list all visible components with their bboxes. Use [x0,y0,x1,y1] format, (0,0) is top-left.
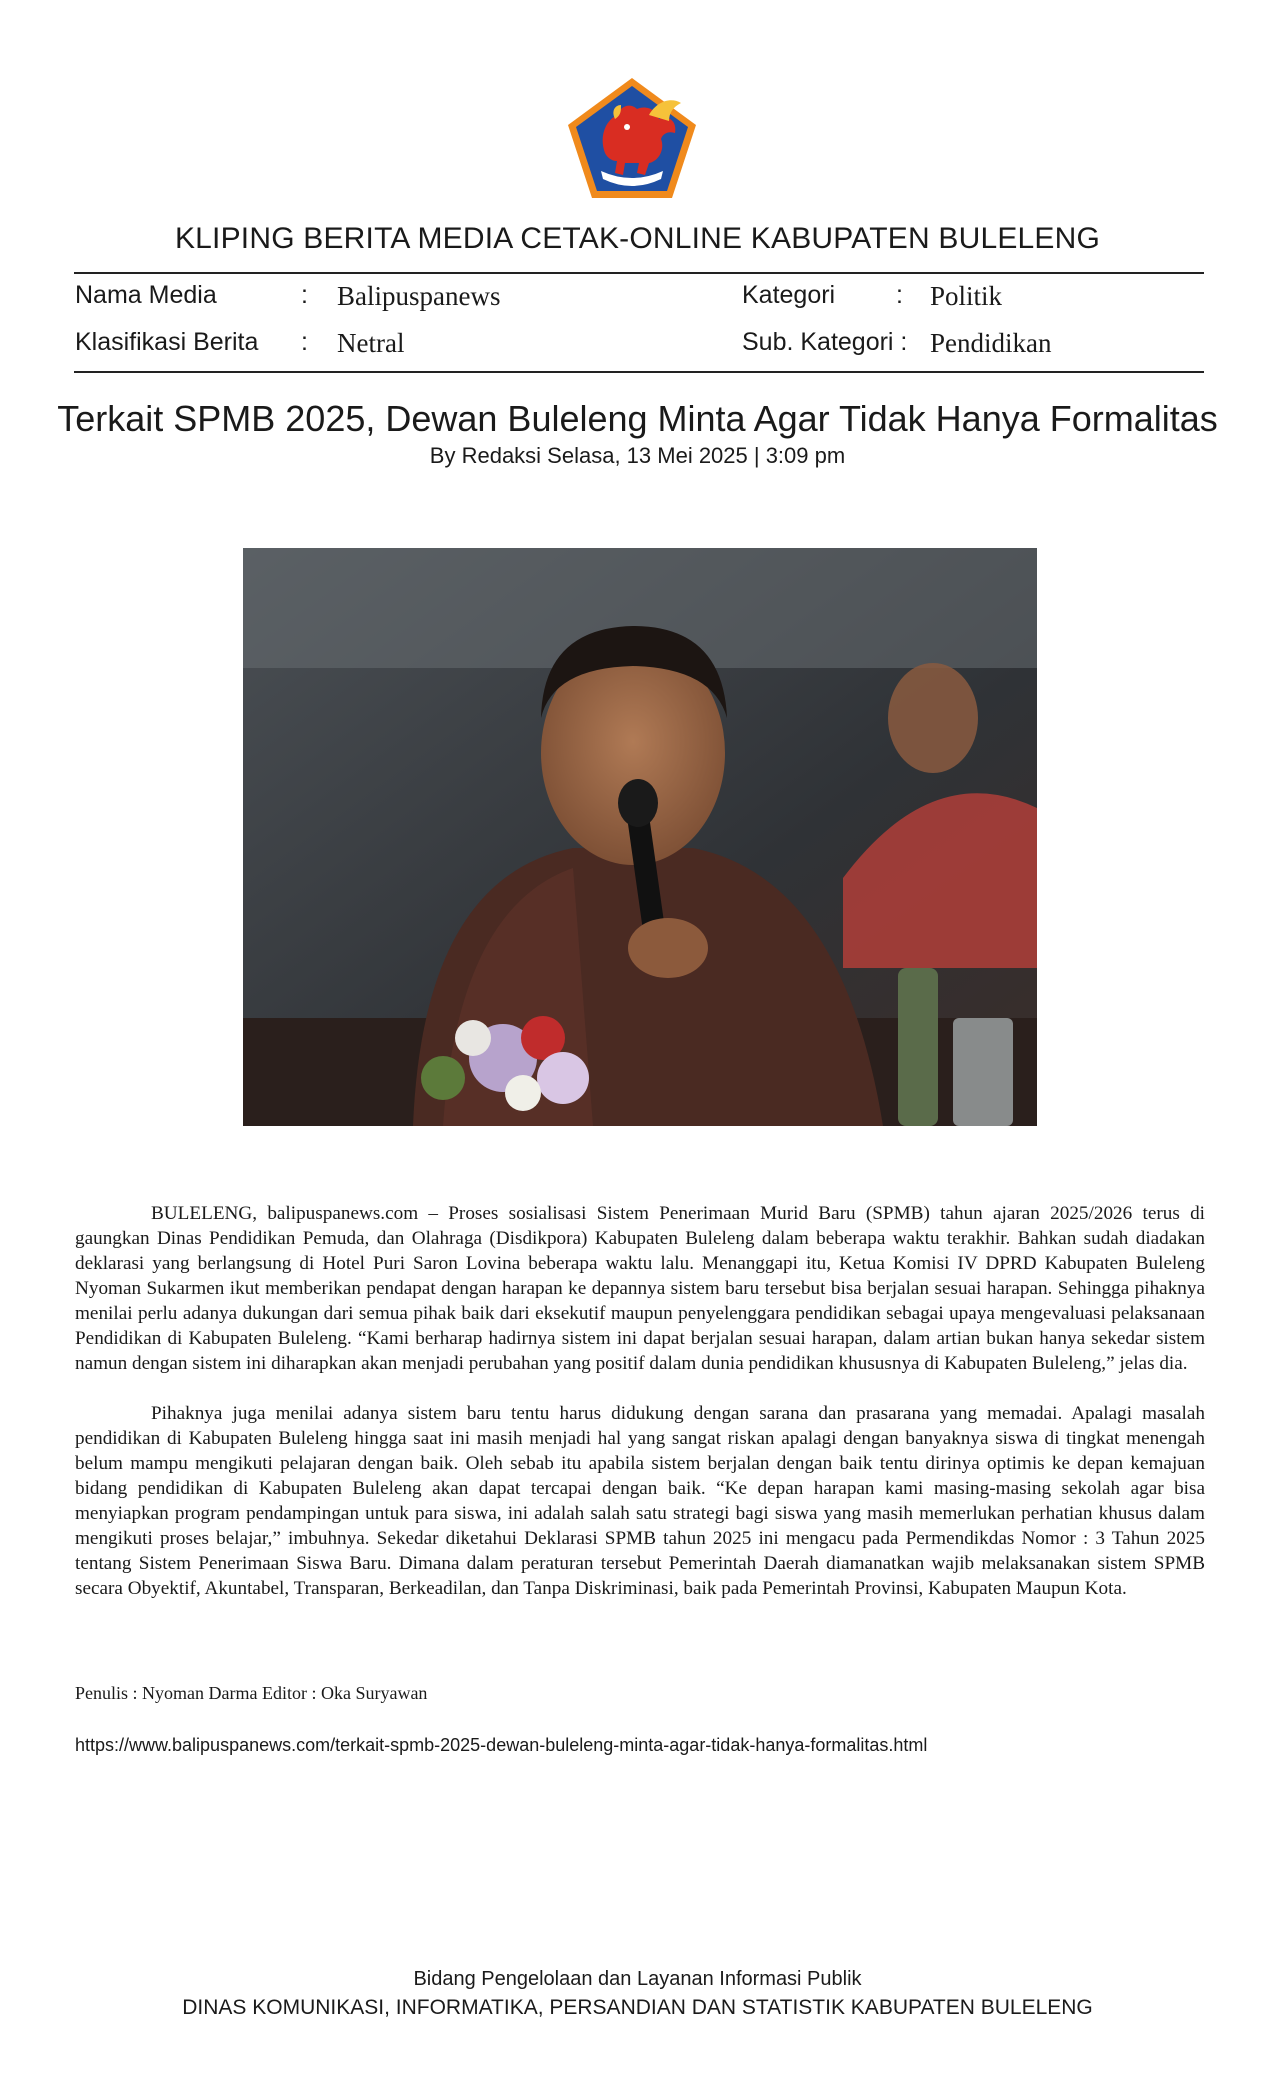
klasifikasi-berita-label: Klasifikasi Berita [75,328,259,356]
footer-agency: DINAS KOMUNIKASI, INFORMATIKA, PERSANDIAN DAN STATISTIK KABUPATEN BULELENG [182,1996,1093,2019]
klasifikasi-berita-value: Netral [337,328,405,358]
article-title: Terkait SPMB 2025, Dewan Buleleng Minta Agar Tidak Hanya Formalitas [57,398,1218,439]
article-credits: Penulis : Nyoman Darma Editor : Oka Suryawan [75,1683,428,1703]
kategori-colon: : [896,281,903,309]
buleleng-regency-logo [565,75,699,201]
article-body [75,1201,1205,1601]
article-paragraph: BULELENG, balipuspanews.com – Proses sosialisasi Sistem Penerimaan Murid Baru (SPMB) tahun ajaran 2025/2026 terus di gaungkan Dinas Pendidikan Pemuda, dan Olahraga (Disdikpora) Kabupaten Buleleng dalam beberapa waktu terakhir. Bahkan sudah diadakan deklarasi yang berlangsung di Hotel Puri Saron Lovina beberapa waktu lalu. Menanggapi itu, Ketua Komisi IV DPRD Kabupaten Buleleng Nyoman Sukarmen ikut memberikan pendapat dengan harapan ke depannya sistem baru tersebut bisa berjalan sesuai harapan. Sehingga pihaknya menilai perlu adanya dukungan dari semua pihak baik dari eksekutif maupun penyelenggara pendidikan sebagai upaya mengevaluasi pelaksanaan Pendidikan di Kabupaten Buleleng. “Kami berharap hadirnya sistem ini dapat berjalan sesuai harapan, dalam artian bukan hanya sekedar sistem namun dengan sistem ini diharapkan akan menjadi perubahan yang positif dalam dunia pendidikan khususnya di Kabupaten Buleleng,” jelas dia. [75,1203,1205,1374]
nama-media-value: Balipuspanews [337,281,501,311]
sub-kategori-value: Pendidikan [930,328,1052,358]
clipping-header-title: KLIPING BERITA MEDIA CETAK-ONLINE KABUPATEN BULELENG [174,222,1101,255]
kategori-label: Kategori [742,281,836,309]
header-rule-top [74,272,1204,274]
article-byline: By Redaksi Selasa, 13 Mei 2025 | 3:09 pm [429,443,846,468]
header-rule-bottom [74,371,1204,373]
nama-media-label: Nama Media [75,281,217,309]
source-url-link[interactable]: https://www.balipuspanews.com/terkait-spmb-2025-dewan-buleleng-minta-agar-tidak-hanya-formalitas.html [75,1735,928,1755]
nama-media-colon: : [301,281,308,309]
kategori-value: Politik [930,281,1003,311]
singa-ambara-raja-emblem-icon [565,75,699,201]
sub-kategori-label: Sub. Kategori : [742,328,908,356]
article-photo [243,548,1037,1126]
klasifikasi-berita-colon: : [301,328,308,356]
article-paragraph: Pihaknya juga menilai adanya sistem baru tentu harus didukung dengan sarana dan prasarana yang memadai. Apalagi masalah pendidikan di Kabupaten Buleleng hingga saat ini masih menjadi hal yang sangat riskan apalagi dengan banyaknya siswa di tingkat menengah belum mampu mengikuti pelajaran dengan baik. Oleh sebab itu apabila sistem berjalan dengan baik tentu dirinya optimis ke depan kemajuan bidang pendidikan di Kabupaten Buleleng akan dapat tercapai dengan baik. “Ke depan harapan kami masing-masing sekolah agar bisa menyiapkan program pendampingan untuk para siswa, ini adalah salah satu strategi bagi siswa yang masih memerlukan perhatian khusus dalam mengikuti proses belajar,” imbuhnya. Sekedar diketahui Deklarasi SPMB tahun 2025 ini mengacu pada Permendikdas Nomor : 3 Tahun 2025 tentang Sistem Penerimaan Siswa Baru. Dimana dalam peraturan tersebut Pemerintah Daerah diamanatkan wajib melaksanakan sistem SPMB secara Obyektif, Akuntabel, Transparan, Berkeadilan, dan Tanpa Diskriminasi, baik pada Pemerintah Provinsi, Kabupaten Maupun Kota. [75,1403,1205,1599]
footer-department: Bidang Pengelolaan dan Layanan Informasi Publik [413,1968,862,1990]
